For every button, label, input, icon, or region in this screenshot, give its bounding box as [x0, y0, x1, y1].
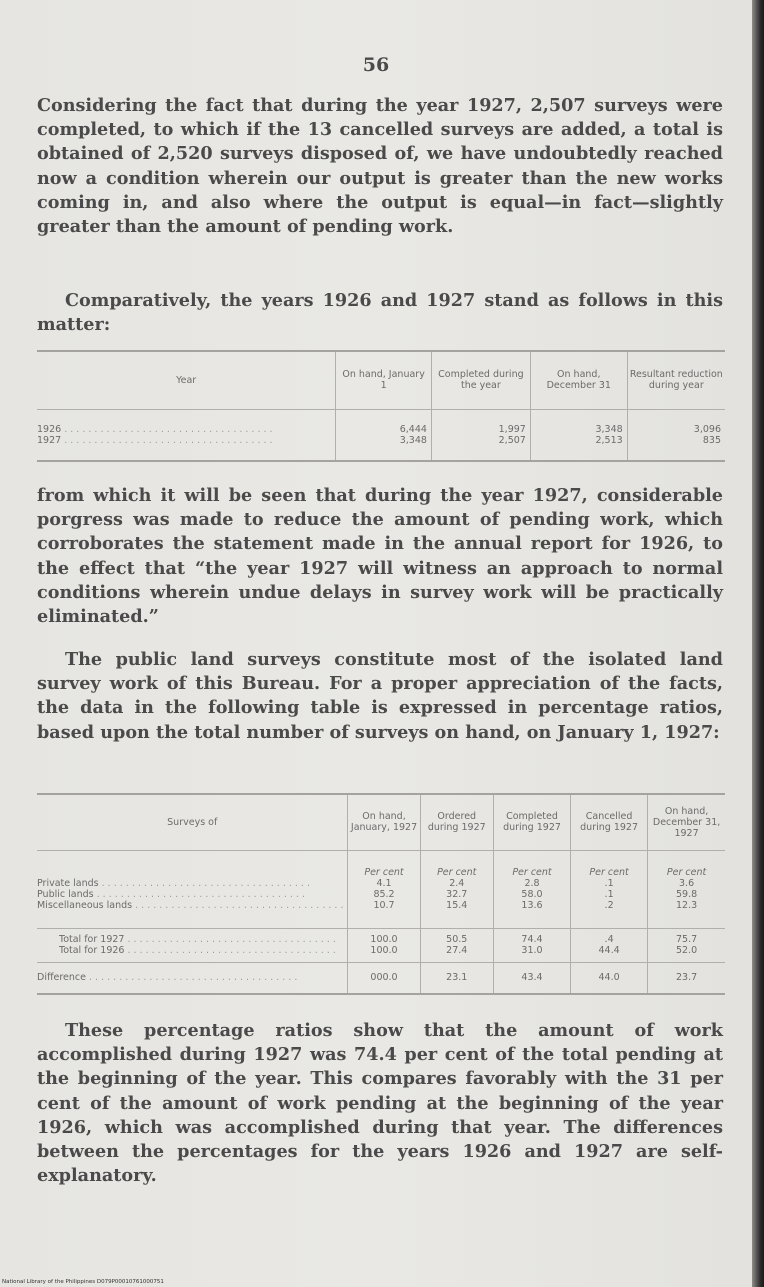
table2-header-on-hand-jan: On hand, January, 1927 — [348, 794, 420, 850]
table2-header-ordered: Ordered during 1927 — [420, 794, 493, 850]
table1-col-on-hand-jan — [336, 409, 432, 461]
table1-cell: 2,513 — [595, 434, 623, 446]
table2-header-completed: Completed during 1927 — [493, 794, 570, 850]
table2-cell: 44.4 — [598, 944, 620, 956]
paragraph-2: Comparatively, the years 1926 and 1927 stand as follows in this matter: — [37, 290, 723, 336]
page-edge-shadow — [752, 0, 764, 1287]
table2-cell: 75.7 — [675, 933, 698, 945]
table2-cell: 85.2 — [373, 889, 395, 901]
table1-cell: 2,507 — [498, 434, 526, 446]
table2-header-on-hand-dec: On hand, December 31, 1927 — [648, 794, 725, 850]
table2-cell: 15.4 — [446, 900, 468, 912]
table2-cell: 100.0 — [370, 933, 398, 945]
table2-difference-label-cell — [37, 962, 348, 994]
table2-row-label: Public lands . . . — [37, 889, 343, 900]
table2-cell: 13.6 — [521, 900, 543, 912]
table1-header-on-hand-jan: On hand, January 1 — [336, 351, 432, 409]
table2-unit: Per cent — [437, 866, 477, 878]
table1-cell: 3,348 — [595, 423, 623, 435]
table2-unit: Per cent — [589, 866, 629, 878]
table2-cell: 2.8 — [524, 877, 540, 889]
table2-header-surveys-of: Surveys of — [167, 816, 218, 828]
table1-col-completed — [431, 409, 530, 461]
table1-col-reduction — [627, 409, 725, 461]
table2-unit: Per cent — [666, 866, 707, 878]
table2-col-on-hand-dec — [648, 850, 725, 928]
table2-col-ordered — [420, 850, 493, 928]
table2-totals-cancelled — [571, 928, 648, 962]
table2-cell: 59.8 — [675, 889, 698, 901]
table1-header-completed: Completed during the year — [431, 351, 530, 409]
table2-totals-ordered — [420, 928, 493, 962]
table2-col-labels — [37, 850, 348, 928]
table2-cell: 2.4 — [449, 877, 465, 889]
table2-row-label: Private lands . . . — [37, 878, 343, 889]
table2-difference-cell: 23.1 — [420, 962, 493, 994]
paragraph-4: The public land surveys constitute most of the isolated land survey work of this Bureau. For a proper appreciation of the facts, the data in the following table is expressed in percentage ratios, based upon the total number of surveys on hand, on January 1, 1927: — [37, 649, 723, 743]
table2-cell: 4.1 — [376, 877, 392, 889]
table2-difference-label: Difference . . . — [37, 972, 343, 983]
table2-cell: 100.0 — [370, 944, 398, 956]
table-year-comparison — [37, 350, 725, 462]
table1-header-on-hand-dec: On hand, December 31 — [530, 351, 627, 409]
paragraph-3: from which it will be seen that during the year 1927, considerable porgress was made to reduce the amount of pending work, which corroborates the statement made in the annual report for 1926, to the effect that “the year 1927 will witness an approach to normal conditions wherein undue delays in survey work will be practically eliminated.” — [37, 485, 723, 628]
table2-cell: 10.7 — [373, 900, 395, 912]
table2-col-totals-labels — [37, 928, 348, 962]
table1-row-1927-year: 1927 . . . — [37, 435, 331, 446]
table2-unit: Per cent — [512, 866, 552, 878]
paragraph-5: These percentage ratios show that the amount of work accomplished during 1927 was 74.4 per cent of the total pending at the beginning of the year. This compares favorably with the 31 per cent of the amount of work pending at the beginning of the year 1926, which was accomplished during that year. The differences between the percentages for the years 1926 and 1927 are self-explanatory. — [37, 1020, 723, 1187]
table2-total-1926-label: Total for 1926 . . . — [59, 945, 343, 956]
table2-difference-cell: 44.0 — [571, 962, 648, 994]
table2-cell: 32.7 — [446, 889, 468, 901]
table2-unit: Per cent — [364, 866, 404, 878]
table2-totals-completed — [493, 928, 570, 962]
table2-cell: 58.0 — [521, 889, 543, 901]
table2-cell: 52.0 — [675, 944, 698, 956]
table2-col-on-hand-jan — [348, 850, 420, 928]
table2-totals-on-hand-dec — [648, 928, 725, 962]
table1-header-year: Year — [176, 374, 197, 386]
table2-row-label: Miscellaneous lands . . . — [37, 900, 343, 911]
table2-cell: 31.0 — [521, 944, 543, 956]
table2-cell: .4 — [604, 933, 614, 945]
table2-cell: .1 — [604, 877, 614, 889]
table2-difference-cell: 000.0 — [348, 962, 420, 994]
table1-cell: 3,348 — [399, 434, 427, 446]
table2-difference-cell: 43.4 — [493, 962, 570, 994]
table2-cell: 12.3 — [675, 900, 698, 912]
table2-cell: 27.4 — [446, 944, 468, 956]
table-percentage-ratios — [37, 793, 725, 995]
table1-cell: 835 — [702, 434, 721, 446]
paragraph-1: Considering the fact that during the year 1927, 2,507 surveys were completed, to which if the 13 cancelled surveys are added, a total is obtained of 2,520 surveys disposed of, we have undoubtedly reached now a condition wherein our output is greater than the new works coming in, and also where the output is equal—in fact—slightly greater than the amount of pending work. — [37, 95, 723, 238]
table2-cell: 3.6 — [679, 877, 695, 889]
table2-cell: 74.4 — [521, 933, 543, 945]
table1-col-year — [37, 409, 336, 461]
table2-col-completed — [493, 850, 570, 928]
table2-difference-cell: 23.7 — [648, 962, 725, 994]
table2-cell: .2 — [604, 900, 614, 912]
table2-totals-on-hand-jan — [348, 928, 420, 962]
table2-total-1927-label: Total for 1927 . . . — [59, 934, 343, 945]
table2-header-cancelled: Cancelled during 1927 — [571, 794, 648, 850]
table1-cell: 6,444 — [399, 423, 427, 435]
table2-cell: 50.5 — [446, 933, 468, 945]
table1-row-1926-year: 1926 . . . — [37, 424, 331, 435]
table2-col-cancelled — [571, 850, 648, 928]
footer-watermark: National Library of the Philippines D079P00010761000751 — [2, 1279, 164, 1285]
table2-cell: .1 — [604, 889, 614, 901]
table1-cell: 1,997 — [498, 423, 526, 435]
table1-col-on-hand-dec — [530, 409, 627, 461]
page-number: 56 — [362, 54, 390, 76]
table1-header-reduction: Resultant reduction during year — [627, 351, 725, 409]
table1-cell: 3,096 — [693, 423, 721, 435]
